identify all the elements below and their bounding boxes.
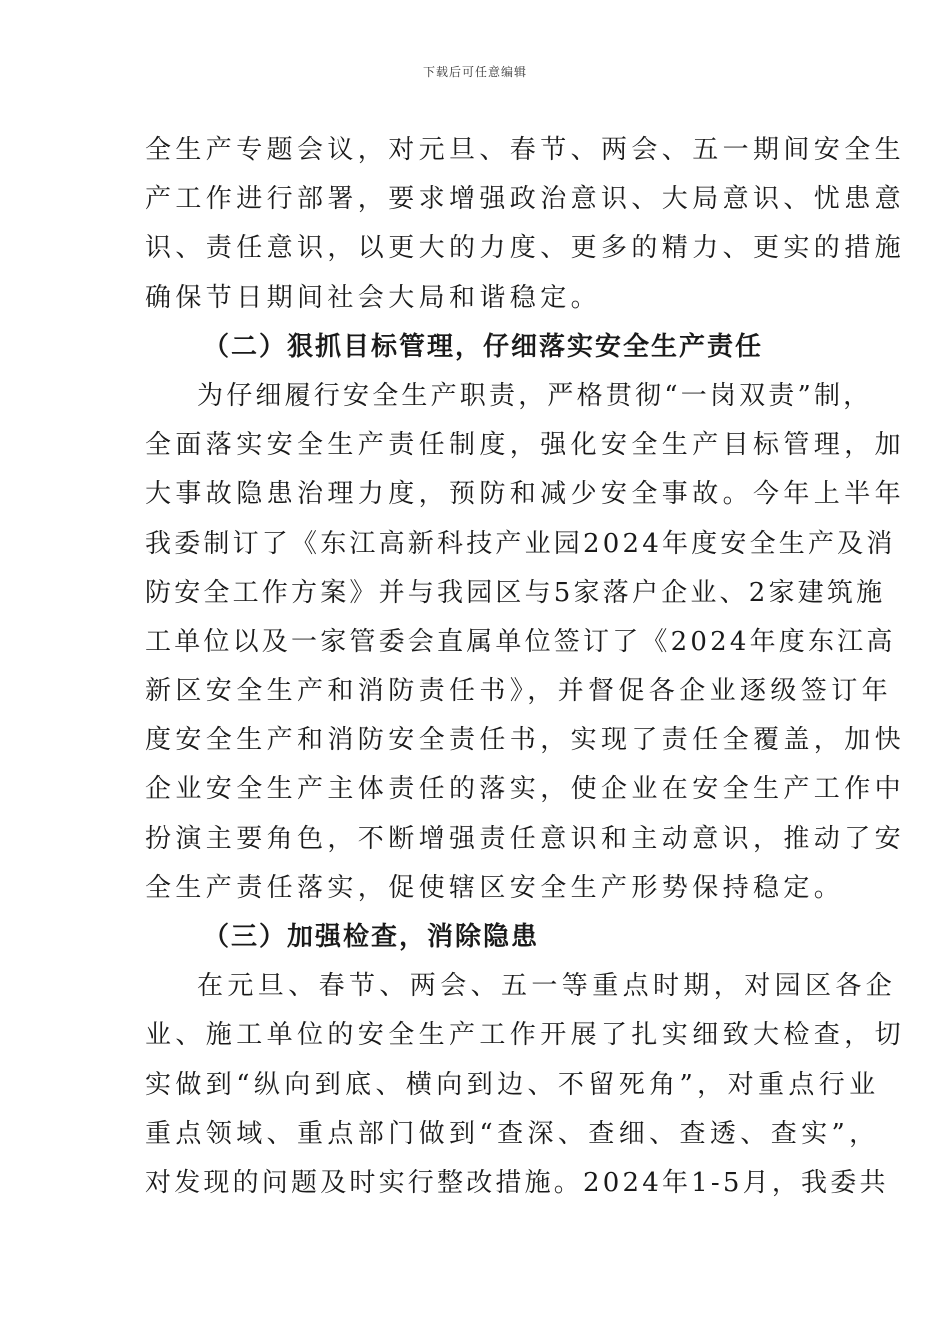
paragraph-line: 我委制订了《东江高新科技产业园2024年度安全生产及消 [145, 528, 896, 559]
paragraph-line: 重点领域、重点部门做到“查深、查细、查透、查实”， [145, 1118, 880, 1149]
paragraph-line: 全生产专题会议，对元旦、春节、两会、五一期间安全生 [145, 135, 906, 165]
paragraph-line: 全面落实安全生产责任制度，强化安全生产目标管理，加 [145, 430, 906, 461]
paragraph-line: 企业安全生产主体责任的落实，使企业在安全生产工作中 [145, 774, 906, 805]
paragraph-line: 全生产责任落实，促使辖区安全生产形势保持稳定。 [145, 872, 845, 903]
paragraph-line: 识、责任意识，以更大的力度、更多的精力、更实的措施 [145, 233, 906, 264]
paragraph-line: 防安全工作方案》并与我园区与5家落户企业、2家建筑施 [145, 577, 886, 608]
section-heading-3: （三）加强检查，消除隐患 [203, 922, 540, 952]
paragraph-line: 确保节日期间社会大局和谐稳定。 [145, 282, 602, 313]
paragraph-line: 对发现的问题及时实行整改措施。2024年1-5月，我委共 [145, 1167, 889, 1198]
paragraph-line: 为仔细履行安全生产职责，严格贯彻“一岗双责”制， [197, 380, 873, 411]
paragraph-line: 扮演主要角色，不断增强责任意识和主动意识，推动了安 [145, 823, 906, 854]
paragraph-line: 实做到“纵向到底、横向到边、不留死角”，对重点行业 [145, 1069, 880, 1100]
paragraph-line: 工单位以及一家管委会直属单位签订了《2024年度东江高 [145, 626, 896, 657]
paragraph-line: 产工作进行部署，要求增强政治意识、大局意识、忧患意 [145, 184, 906, 215]
document-body [145, 126, 906, 1208]
paragraph-line: 新区安全生产和消防责任书》，并督促各企业逐级签订年 [145, 676, 893, 707]
paragraph-line: 业、施工单位的安全生产工作开展了扎实细致大检查，切 [145, 1020, 906, 1051]
paragraph-line: 度安全生产和消防安全责任书，实现了责任全覆盖，加快 [145, 725, 906, 756]
paragraph-line: 大事故隐患治理力度，预防和减少安全事故。今年上半年 [145, 479, 906, 510]
paragraph-line: 在元旦、春节、两会、五一等重点时期，对园区各企 [197, 971, 897, 1002]
section-heading-2: （二）狠抓目标管理，仔细落实安全生产责任 [203, 331, 764, 362]
download-note: 下载后可任意编辑 [422, 65, 527, 79]
